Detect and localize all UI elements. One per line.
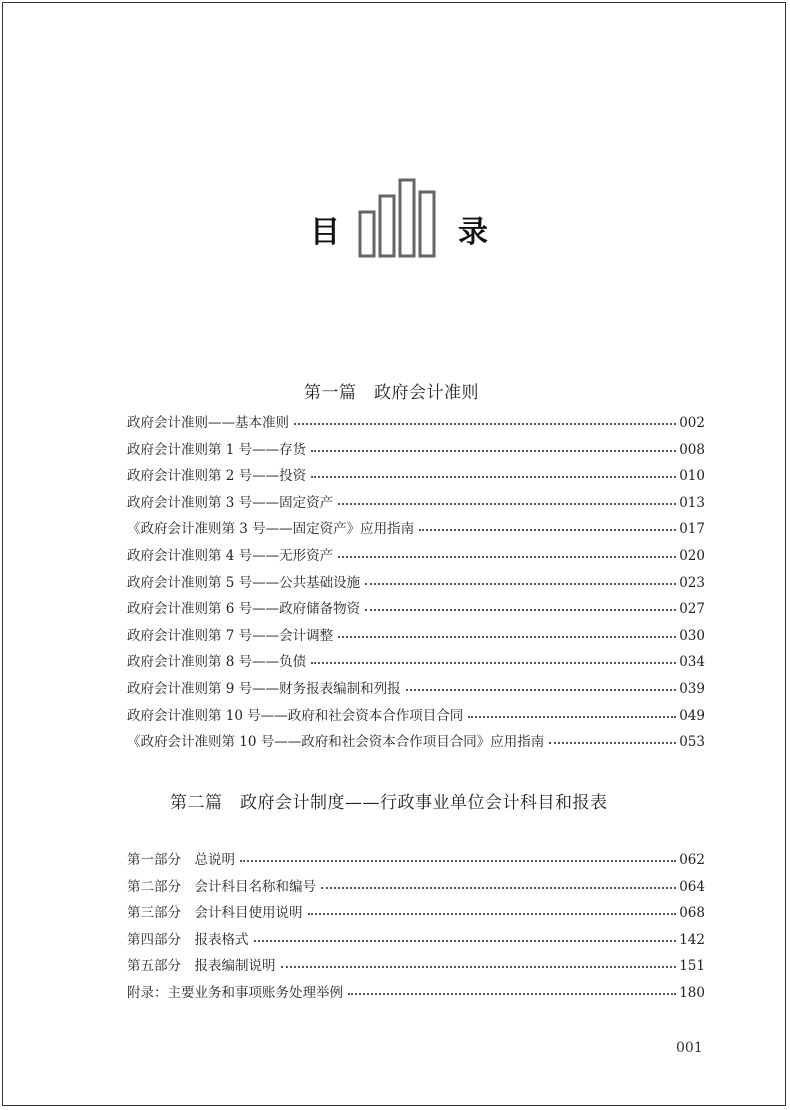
toc-entry[interactable]	[127, 516, 705, 543]
leader-dots	[468, 708, 676, 718]
toc-entry[interactable]	[127, 463, 705, 490]
toc-entry-page: 034	[679, 654, 705, 671]
toc-entry-label: 政府会计准则第 2 号——投资	[127, 468, 307, 485]
toc-title	[300, 176, 500, 258]
leader-dots	[338, 495, 676, 505]
toc-entry[interactable]	[127, 676, 705, 703]
toc-entry-label: 政府会计准则第 6 号——政府储备物资	[127, 601, 361, 618]
leader-dots	[348, 985, 676, 995]
toc-entry-label: 第二部分 会计科目名称和编号	[127, 878, 316, 895]
toc-entry-page: 151	[679, 958, 705, 975]
toc-entry[interactable]	[127, 543, 705, 570]
toc-entry-label: 政府会计准则第 5 号——公共基础设施	[127, 574, 361, 591]
toc-entry-label: 政府会计准则第 4 号——无形资产	[127, 547, 334, 564]
toc-entry[interactable]	[127, 490, 705, 517]
toc-entry-page: 068	[679, 905, 705, 922]
leader-dots	[281, 958, 677, 968]
toc-entry-label: 第五部分 报表编制说明	[127, 958, 276, 975]
toc-entry-page: 010	[679, 468, 705, 485]
toc-entry[interactable]	[127, 953, 705, 980]
leader-dots	[311, 654, 676, 664]
title-char-right: 录	[458, 215, 488, 250]
toc-entry[interactable]	[127, 596, 705, 623]
leader-dots	[254, 932, 677, 942]
leader-dots	[338, 548, 676, 558]
leader-dots	[311, 468, 676, 478]
toc-entry-label: 政府会计准则第 7 号——会计调整	[127, 627, 334, 644]
toc-entry-label: 政府会计准则第 8 号——负债	[127, 654, 307, 671]
toc-entry-label: 第三部分 会计科目使用说明	[127, 905, 303, 922]
toc-entry-label: 政府会计准则第 9 号——财务报表编制和列报	[127, 680, 401, 697]
toc-entry-label: 政府会计准则第 10 号——政府和社会资本合作项目合同	[127, 707, 464, 724]
toc-entry-label: 政府会计准则第 3 号——固定资产	[127, 494, 334, 511]
toc-entry-page: 049	[679, 707, 705, 724]
toc-entry[interactable]	[127, 649, 705, 676]
leader-dots	[549, 734, 676, 744]
toc-entry[interactable]	[127, 623, 705, 650]
toc-entry-page: 027	[679, 601, 705, 618]
leader-dots	[419, 521, 676, 531]
part1-heading: 第一篇 政府会计准则	[304, 383, 479, 403]
toc-entry-page: 039	[679, 680, 705, 697]
toc-entry[interactable]	[127, 900, 705, 927]
page-number: 001	[676, 1040, 703, 1056]
toc-entry-page: 180	[679, 984, 705, 1001]
toc-entry[interactable]	[127, 410, 705, 437]
leader-dots	[240, 852, 676, 862]
leader-dots	[338, 628, 676, 638]
toc-entry-label: 第四部分 报表格式	[127, 931, 249, 948]
leader-dots	[311, 442, 676, 452]
leader-dots	[294, 415, 676, 425]
toc-entry[interactable]	[127, 437, 705, 464]
title-char-left: 目	[310, 215, 340, 250]
toc-entry-page: 020	[679, 547, 705, 564]
toc-entry-label: 政府会计准则第 1 号——存货	[127, 441, 307, 458]
toc-entry-page: 023	[679, 574, 705, 591]
toc-entry-label: 《政府会计准则第 3 号——固定资产》应用指南	[127, 521, 415, 538]
part2-toc-list	[127, 847, 705, 1007]
bar-chart-decoration-icon	[358, 176, 440, 258]
toc-entry-label: 第一部分 总说明	[127, 852, 235, 868]
toc-entry-label: 政府会计准则——基本准则	[127, 415, 289, 431]
part2-heading: 第二篇 政府会计制度——行政事业单位会计科目和报表	[170, 793, 608, 813]
leader-dots	[308, 905, 677, 915]
toc-entry-page: 064	[679, 878, 705, 895]
toc-entry[interactable]	[127, 729, 705, 756]
toc-entry[interactable]	[127, 703, 705, 730]
toc-entry-page: 008	[679, 441, 705, 458]
toc-entry-page: 062	[679, 852, 705, 868]
leader-dots	[406, 681, 677, 691]
leader-dots	[365, 601, 676, 611]
toc-entry-page: 013	[679, 494, 705, 511]
leader-dots	[321, 879, 676, 889]
toc-entry-page: 142	[679, 931, 705, 948]
toc-entry-label: 附录：主要业务和事项账务处理举例	[127, 984, 343, 1001]
toc-entry-page: 030	[679, 627, 705, 644]
toc-entry-page: 002	[679, 415, 705, 431]
toc-entry[interactable]	[127, 874, 705, 901]
toc-entry[interactable]	[127, 980, 705, 1007]
leader-dots	[365, 575, 676, 585]
toc-entry[interactable]	[127, 927, 705, 954]
part1-toc-list	[127, 410, 705, 756]
toc-entry-page: 017	[679, 521, 705, 538]
toc-entry[interactable]	[127, 570, 705, 597]
toc-entry[interactable]	[127, 847, 705, 874]
toc-entry-page: 053	[679, 734, 705, 751]
toc-entry-label: 《政府会计准则第 10 号——政府和社会资本合作项目合同》应用指南	[127, 734, 545, 751]
